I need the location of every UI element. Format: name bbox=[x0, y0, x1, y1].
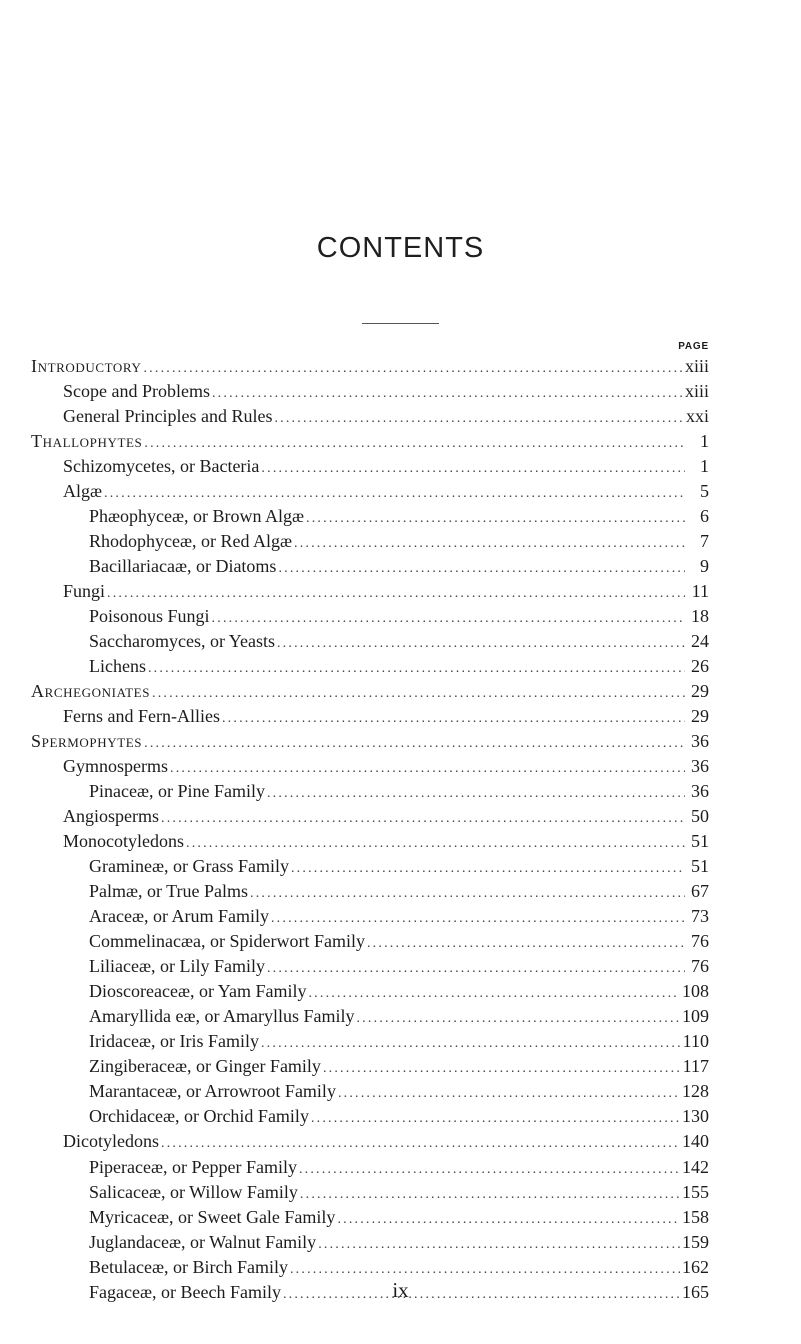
toc-entry-label: Saccharomyces, or Yeasts bbox=[89, 631, 275, 652]
toc-entry-page: 76 bbox=[691, 956, 709, 977]
toc-entry-label: Commelinacæa, or Spiderwort Family bbox=[89, 931, 365, 952]
toc-entry-page: 36 bbox=[691, 756, 709, 777]
toc-entry-page: 128 bbox=[682, 1081, 709, 1102]
dot-leader bbox=[152, 681, 685, 706]
toc-entry bbox=[0, 554, 709, 579]
toc-entry-label: Archegoniates bbox=[31, 681, 151, 702]
dot-leader bbox=[107, 581, 685, 606]
toc-entry-label: Pinaceæ, or Pine Family bbox=[89, 781, 265, 802]
toc-entry-label: Fagaceæ, or Beech Family bbox=[89, 1281, 281, 1302]
toc-entry bbox=[0, 1255, 709, 1280]
toc-entry bbox=[0, 429, 709, 454]
dot-leader bbox=[299, 1157, 680, 1182]
toc-entry bbox=[0, 729, 709, 754]
toc-entry bbox=[0, 754, 709, 779]
toc-entry bbox=[0, 679, 709, 704]
dot-leader bbox=[212, 606, 685, 631]
toc-entry bbox=[0, 704, 709, 729]
toc-entry bbox=[0, 829, 709, 854]
toc-entry bbox=[0, 1230, 709, 1255]
toc-entry-label: Dioscoreaceæ, or Yam Family bbox=[89, 981, 307, 1002]
toc-entry-page: 7 bbox=[700, 531, 709, 552]
toc-entry-page: 9 bbox=[700, 556, 709, 577]
dot-leader bbox=[277, 631, 685, 656]
toc-entry-label: Poisonous Fungi bbox=[89, 606, 210, 627]
toc-entry-page: 108 bbox=[682, 981, 709, 1002]
toc-entry-label: Bacillariacaæ, or Diatoms bbox=[89, 556, 277, 577]
toc-entry-page: 155 bbox=[682, 1181, 709, 1202]
toc-entry-label: Rhodophyceæ, or Red Algæ bbox=[89, 531, 292, 552]
toc-entry-label: Araceæ, or Arum Family bbox=[89, 906, 269, 927]
dot-leader bbox=[294, 531, 685, 556]
toc-entry-page: 158 bbox=[682, 1206, 709, 1227]
toc-entry-page: xiii bbox=[684, 381, 709, 402]
toc-entry-page: 165 bbox=[682, 1281, 709, 1302]
toc-entry-page: 117 bbox=[682, 1056, 709, 1077]
toc-entry-page: 1 bbox=[700, 456, 709, 477]
toc-entry-label: Palmæ, or True Palms bbox=[89, 881, 249, 902]
toc-entry bbox=[0, 1155, 709, 1180]
dot-leader bbox=[306, 506, 685, 531]
toc-entry-label: Iridaceæ, or Iris Family bbox=[89, 1031, 259, 1052]
toc-entry-page: 51 bbox=[691, 856, 709, 877]
dot-leader bbox=[212, 381, 683, 406]
toc-entry-page: 29 bbox=[691, 681, 709, 702]
toc-entry-page: xiii bbox=[684, 356, 709, 376]
toc-entry-page: 159 bbox=[682, 1231, 709, 1252]
dot-leader bbox=[323, 1056, 681, 1081]
toc-entry bbox=[0, 604, 709, 629]
toc-entry-label: Marantaceæ, or Arrowroot Family bbox=[89, 1081, 336, 1102]
toc-entry bbox=[0, 479, 709, 504]
toc-entry-page: 36 bbox=[691, 781, 709, 802]
toc-entry-page: 51 bbox=[691, 831, 709, 852]
toc-entry bbox=[0, 1029, 709, 1054]
toc-entry-label: Schizomycetes, or Bacteria bbox=[63, 456, 260, 477]
toc-entry-label: Betulaceæ, or Birch Family bbox=[89, 1256, 288, 1277]
dot-leader bbox=[274, 406, 684, 431]
toc-entry-label: Phæophyceæ, or Brown Algæ bbox=[89, 506, 305, 527]
dot-leader bbox=[186, 831, 685, 856]
toc-entry bbox=[0, 354, 709, 379]
toc-entry-label: Monocotyledons bbox=[63, 831, 184, 852]
dot-leader bbox=[144, 431, 685, 456]
toc-entry bbox=[0, 854, 709, 879]
title-rule bbox=[362, 323, 439, 324]
toc-entry-label: Fungi bbox=[63, 581, 106, 602]
page-title: CONTENTS bbox=[316, 232, 485, 264]
toc-entry bbox=[0, 1054, 709, 1079]
toc-entry-label: Liliaceæ, or Lily Family bbox=[89, 956, 265, 977]
dot-leader bbox=[143, 356, 683, 381]
toc-entry-page: 5 bbox=[700, 481, 709, 502]
toc-entry-page: 1 bbox=[700, 431, 709, 452]
dot-leader bbox=[308, 981, 680, 1006]
toc-entry-label: Amaryllida eæ, or Amaryllus Family bbox=[89, 1006, 355, 1027]
dot-leader bbox=[261, 456, 685, 481]
toc-entry-label: Orchidaceæ, or Orchid Family bbox=[89, 1106, 309, 1127]
toc-entry bbox=[0, 929, 709, 954]
toc-entry-label: Ferns and Fern-Allies bbox=[63, 706, 220, 727]
dot-leader bbox=[261, 1031, 681, 1056]
toc-entry bbox=[0, 379, 709, 404]
dot-leader bbox=[267, 956, 685, 981]
table-of-contents bbox=[0, 354, 801, 1305]
toc-entry-label: General Principles and Rules bbox=[63, 406, 273, 427]
toc-entry-label: Scope and Problems bbox=[63, 381, 210, 402]
toc-entry-page: 29 bbox=[691, 706, 709, 727]
toc-entry bbox=[0, 504, 709, 529]
dot-leader bbox=[161, 1131, 680, 1156]
dot-leader bbox=[318, 1232, 680, 1257]
toc-entry bbox=[0, 1079, 709, 1104]
toc-entry-label: Angiosperms bbox=[63, 806, 159, 827]
toc-entry-page: 36 bbox=[691, 731, 709, 752]
dot-leader bbox=[250, 881, 685, 906]
dot-leader bbox=[170, 756, 685, 781]
toc-entry-page: xxi bbox=[685, 406, 709, 427]
toc-entry bbox=[0, 779, 709, 804]
toc-entry bbox=[0, 804, 709, 829]
dot-leader bbox=[278, 556, 685, 581]
toc-entry bbox=[0, 1004, 709, 1029]
dot-leader bbox=[144, 731, 685, 756]
toc-entry-label: Dicotyledons bbox=[63, 1131, 159, 1152]
toc-entry bbox=[0, 979, 709, 1004]
dot-leader bbox=[271, 906, 685, 931]
toc-entry-label: Algæ bbox=[63, 481, 103, 502]
toc-entry-page: 140 bbox=[682, 1131, 709, 1152]
toc-entry bbox=[0, 1129, 709, 1154]
dot-leader bbox=[338, 1081, 680, 1106]
toc-entry bbox=[0, 954, 709, 979]
toc-entry-label: Zingiberaceæ, or Ginger Family bbox=[89, 1056, 321, 1077]
toc-entry bbox=[0, 629, 709, 654]
toc-entry bbox=[0, 579, 709, 604]
toc-entry-label: Spermophytes bbox=[31, 731, 143, 752]
toc-entry-page: 73 bbox=[691, 906, 709, 927]
toc-entry bbox=[0, 454, 709, 479]
toc-entry bbox=[0, 404, 709, 429]
dot-leader bbox=[161, 806, 685, 831]
toc-entry-label: Piperaceæ, or Pepper Family bbox=[89, 1156, 297, 1177]
toc-entry-page: 24 bbox=[691, 631, 709, 652]
dot-leader bbox=[300, 1182, 680, 1207]
toc-entry-page: 109 bbox=[682, 1006, 709, 1027]
dot-leader bbox=[367, 931, 685, 956]
dot-leader bbox=[222, 706, 685, 731]
toc-entry-label: Introductory bbox=[31, 356, 142, 376]
toc-entry-page: 76 bbox=[691, 931, 709, 952]
toc-entry-label: Myricaceæ, or Sweet Gale Family bbox=[89, 1206, 336, 1227]
toc-entry bbox=[0, 904, 709, 929]
toc-entry-page: 142 bbox=[682, 1156, 709, 1177]
dot-leader bbox=[148, 656, 685, 681]
toc-entry-label: Lichens bbox=[89, 656, 146, 677]
toc-entry bbox=[0, 1205, 709, 1230]
dot-leader bbox=[356, 1006, 680, 1031]
toc-entry-label: Thallophytes bbox=[31, 431, 143, 452]
toc-entry-page: 110 bbox=[682, 1031, 709, 1052]
toc-entry-page: 50 bbox=[691, 806, 709, 827]
toc-entry bbox=[0, 879, 709, 904]
toc-entry-page: 130 bbox=[682, 1106, 709, 1127]
page-number: ix bbox=[392, 1278, 409, 1302]
toc-entry-label: Gramineæ, or Grass Family bbox=[89, 856, 289, 877]
toc-entry bbox=[0, 1104, 709, 1129]
toc-entry-page: 26 bbox=[691, 656, 709, 677]
toc-entry-page: 67 bbox=[691, 881, 709, 902]
toc-entry-page: 6 bbox=[700, 506, 709, 527]
dot-leader bbox=[337, 1207, 680, 1232]
toc-entry bbox=[0, 1180, 709, 1205]
dot-leader bbox=[104, 481, 685, 506]
toc-entry-label: Salicaceæ, or Willow Family bbox=[89, 1181, 298, 1202]
toc-entry-page: 18 bbox=[691, 606, 709, 627]
page-column-header: PAGE bbox=[678, 341, 709, 352]
dot-leader bbox=[311, 1106, 680, 1131]
toc-entry-page: 162 bbox=[682, 1256, 709, 1277]
toc-entry-page: 11 bbox=[691, 581, 709, 602]
toc-entry-label: Juglandaceæ, or Walnut Family bbox=[89, 1231, 317, 1252]
toc-entry-label: Gymnosperms bbox=[63, 756, 168, 777]
dot-leader bbox=[291, 856, 685, 881]
toc-entry bbox=[0, 654, 709, 679]
dot-leader bbox=[267, 781, 685, 806]
toc-entry bbox=[0, 529, 709, 554]
